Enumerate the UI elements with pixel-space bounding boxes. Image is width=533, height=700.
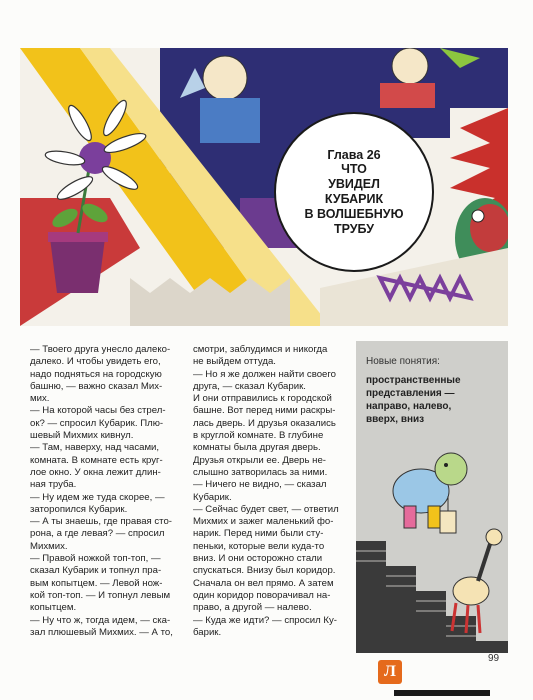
story-text-column-2: [193, 344, 353, 639]
text-line: лась дверь. И друзья оказались: [193, 417, 336, 429]
text-line: Михмих и зажег маленький фо-: [193, 516, 334, 528]
text-line: ок? — спросил Кубарик. Плю-: [30, 417, 164, 429]
text-line: в круглой комнате. В глубине: [193, 430, 324, 442]
text-line: копытцем.: [30, 602, 77, 614]
concept-line: направо, налево,: [366, 401, 452, 412]
chapter-title-line: В ВОЛШЕБНУЮ: [304, 206, 404, 221]
text-line: надо подняться на городскую: [30, 368, 162, 380]
text-line: нарик. Перед ними были сту-: [193, 528, 324, 540]
concept-line: вверх, вниз: [366, 414, 425, 425]
text-line: далеко. И чтобы увидеть его,: [30, 356, 161, 368]
illustration-artwork: [20, 48, 508, 326]
chapter-heading-circle: [274, 112, 434, 272]
text-line: — А ты знаешь, где правая сто-: [30, 516, 173, 528]
text-line: — Сейчас будет свет, — ответил: [193, 503, 339, 515]
text-line: один коридор поворачивал на-: [193, 589, 331, 601]
watermark-bar-icon: [394, 688, 490, 700]
text-line: Кубарик.: [193, 491, 232, 503]
text-line: пеньки, которые вели куда-то: [193, 540, 325, 552]
sidebar-title: Новые понятия:: [366, 356, 440, 367]
text-line: — Там, наверху, над часами,: [30, 442, 160, 454]
sidebar-concepts: [366, 374, 461, 426]
text-line: сказал Кубарик и топнул пра-: [30, 565, 162, 577]
text-line: — Но я же должен найти своего: [193, 368, 336, 380]
text-line: не выйдем оттуда.: [193, 356, 276, 368]
text-line: — Ну что ж, тогда идем, — ска-: [30, 614, 171, 626]
text-line: — Куда же идти? — спросил Ку-: [193, 614, 337, 626]
text-line: комната. В комнате есть круг-: [30, 454, 163, 466]
text-line: кой топ-топ. — И топнул левым: [30, 589, 171, 601]
new-concepts-sidebar: [356, 341, 508, 653]
page-number: 99: [488, 653, 500, 664]
text-line: — На которой часы без стрел-: [30, 405, 166, 417]
watermark-logo: [378, 660, 402, 684]
text-line: И они отправились к городской: [193, 393, 332, 405]
text-line: — Ну идем же туда скорее, —: [30, 491, 165, 503]
text-line: вниз. И они осторожно стали: [193, 553, 323, 565]
text-line: Сначала он вел прямо. А затем: [193, 577, 334, 589]
text-line: башню, — важно сказал Мих-: [30, 380, 163, 392]
text-line: комнаты была другая дверь.: [193, 442, 321, 454]
text-line: ная труба.: [30, 479, 77, 491]
text-line: Михмих.: [30, 540, 68, 552]
text-line: право, а другой — налево.: [193, 602, 312, 614]
text-line: рона, а где левая? — спросил: [30, 528, 165, 540]
text-line: шевый Михмих кивнул.: [30, 430, 134, 442]
chapter-title-line: ТРУБУ: [333, 221, 375, 236]
chapter-illustration: [20, 48, 508, 326]
text-line: — Ничего не видно, — сказал: [193, 479, 327, 491]
text-line: Друзья открыли ее. Дверь не-: [193, 454, 327, 466]
text-line: — Твоего друга унесло далеко-: [30, 344, 171, 355]
text-line: лое окно. У окна лежит длин-: [30, 466, 161, 478]
chapter-number: Глава 26: [327, 147, 381, 162]
text-line: — Правой ножкой топ-топ, —: [30, 553, 161, 565]
watermark-letter: Л: [384, 663, 396, 680]
story-text-column-1: [30, 344, 190, 639]
text-line: вым копытцем. — Левой нож-: [30, 577, 163, 589]
text-line: зал плюшевый Михмих. — А то,: [30, 626, 173, 638]
text-line: спускаться. Внизу был коридор.: [193, 565, 336, 577]
text-line: мих.: [30, 393, 50, 405]
text-line: башне. Вот перед ними раскры-: [193, 405, 336, 417]
chapter-title-line: УВИДЕЛ: [328, 176, 380, 191]
concept-line: пространственные: [366, 375, 461, 386]
chapter-title-line: ЧТО: [341, 161, 367, 176]
concept-line: представления —: [366, 388, 455, 399]
text-line: смотри, заблудимся и никогда: [193, 344, 328, 355]
text-line: заторопился Кубарик.: [30, 503, 128, 515]
text-line: барик.: [193, 626, 222, 638]
text-line: слышно затворилась за ними.: [193, 466, 328, 478]
text-line: друга, — сказал Кубарик.: [193, 380, 306, 392]
chapter-title-line: КУБАРИК: [324, 191, 384, 206]
